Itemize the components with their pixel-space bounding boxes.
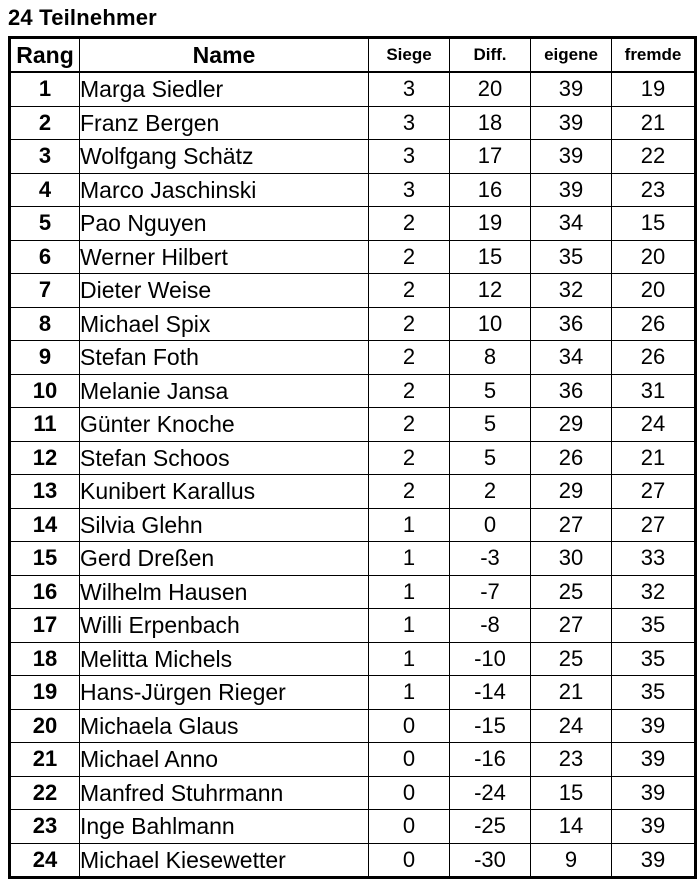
points-against-cell: 32	[612, 575, 696, 609]
points-own-cell: 25	[531, 575, 612, 609]
rank-cell: 23	[10, 810, 80, 844]
wins-cell: 3	[369, 173, 450, 207]
rank-cell: 22	[10, 776, 80, 810]
points-own-cell: 39	[531, 140, 612, 174]
table-row	[10, 140, 696, 174]
wins-cell: 2	[369, 441, 450, 475]
rank-cell: 1	[10, 72, 80, 106]
points-own-cell: 15	[531, 776, 612, 810]
difference-cell: -7	[450, 575, 531, 609]
rank-cell: 11	[10, 408, 80, 442]
player-name-cell: Werner Hilbert	[80, 240, 369, 274]
table-header	[10, 38, 696, 73]
points-own-cell: 35	[531, 240, 612, 274]
wins-cell: 2	[369, 374, 450, 408]
player-name-cell: Melitta Michels	[80, 642, 369, 676]
points-own-cell: 34	[531, 207, 612, 241]
points-against-cell: 39	[612, 810, 696, 844]
rank-cell: 2	[10, 106, 80, 140]
points-own-cell: 21	[531, 676, 612, 710]
wins-cell: 0	[369, 810, 450, 844]
wins-cell: 1	[369, 609, 450, 643]
player-name-cell: Dieter Weise	[80, 274, 369, 308]
points-own-cell: 26	[531, 441, 612, 475]
table-row	[10, 441, 696, 475]
points-against-cell: 19	[612, 72, 696, 106]
points-own-cell: 9	[531, 843, 612, 878]
table-row	[10, 106, 696, 140]
points-against-cell: 39	[612, 743, 696, 777]
rank-cell: 17	[10, 609, 80, 643]
page-title: 24 Teilnehmer	[8, 5, 157, 30]
difference-cell: 12	[450, 274, 531, 308]
table-row	[10, 173, 696, 207]
points-against-cell: 31	[612, 374, 696, 408]
points-own-cell: 24	[531, 709, 612, 743]
wins-cell: 3	[369, 140, 450, 174]
player-name-cell: Stefan Schoos	[80, 441, 369, 475]
rank-cell: 12	[10, 441, 80, 475]
points-against-cell: 15	[612, 207, 696, 241]
points-against-cell: 21	[612, 106, 696, 140]
wins-cell: 2	[369, 341, 450, 375]
wins-cell: 2	[369, 307, 450, 341]
table-body	[10, 72, 696, 878]
rank-cell: 6	[10, 240, 80, 274]
points-own-cell: 39	[531, 106, 612, 140]
difference-cell: 2	[450, 475, 531, 509]
points-against-cell: 22	[612, 140, 696, 174]
points-own-cell: 39	[531, 173, 612, 207]
table-row	[10, 508, 696, 542]
player-name-cell: Inge Bahlmann	[80, 810, 369, 844]
rank-cell: 24	[10, 843, 80, 878]
wins-cell: 1	[369, 542, 450, 576]
rank-cell: 5	[10, 207, 80, 241]
points-against-cell: 27	[612, 475, 696, 509]
points-against-cell: 26	[612, 307, 696, 341]
difference-cell: 8	[450, 341, 531, 375]
difference-cell: -8	[450, 609, 531, 643]
table-row	[10, 743, 696, 777]
points-against-cell: 26	[612, 341, 696, 375]
table-row	[10, 843, 696, 878]
column-header-diff: Diff.	[450, 38, 531, 73]
points-own-cell: 23	[531, 743, 612, 777]
difference-cell: -30	[450, 843, 531, 878]
points-own-cell: 27	[531, 609, 612, 643]
rank-cell: 10	[10, 374, 80, 408]
wins-cell: 1	[369, 575, 450, 609]
points-against-cell: 20	[612, 240, 696, 274]
points-own-cell: 34	[531, 341, 612, 375]
rank-cell: 8	[10, 307, 80, 341]
points-own-cell: 25	[531, 642, 612, 676]
difference-cell: -10	[450, 642, 531, 676]
difference-cell: 5	[450, 374, 531, 408]
wins-cell: 2	[369, 207, 450, 241]
points-against-cell: 20	[612, 274, 696, 308]
table-row	[10, 776, 696, 810]
wins-cell: 1	[369, 676, 450, 710]
table-row	[10, 810, 696, 844]
table-row	[10, 240, 696, 274]
difference-cell: 20	[450, 72, 531, 106]
player-name-cell: Manfred Stuhrmann	[80, 776, 369, 810]
player-name-cell: Wolfgang Schätz	[80, 140, 369, 174]
difference-cell: -25	[450, 810, 531, 844]
table-row	[10, 609, 696, 643]
wins-cell: 0	[369, 843, 450, 878]
difference-cell: 0	[450, 508, 531, 542]
wins-cell: 2	[369, 240, 450, 274]
table-row	[10, 374, 696, 408]
rank-cell: 21	[10, 743, 80, 777]
difference-cell: 10	[450, 307, 531, 341]
table-row	[10, 341, 696, 375]
player-name-cell: Hans-Jürgen Rieger	[80, 676, 369, 710]
rank-cell: 20	[10, 709, 80, 743]
wins-cell: 2	[369, 475, 450, 509]
rank-cell: 13	[10, 475, 80, 509]
table-row	[10, 72, 696, 106]
points-own-cell: 29	[531, 408, 612, 442]
points-against-cell: 24	[612, 408, 696, 442]
wins-cell: 3	[369, 106, 450, 140]
points-against-cell: 39	[612, 709, 696, 743]
table-row	[10, 475, 696, 509]
points-own-cell: 27	[531, 508, 612, 542]
rank-cell: 19	[10, 676, 80, 710]
points-against-cell: 27	[612, 508, 696, 542]
points-against-cell: 33	[612, 542, 696, 576]
table-row	[10, 274, 696, 308]
column-header-rang: Rang	[10, 38, 80, 73]
wins-cell: 3	[369, 72, 450, 106]
wins-cell: 2	[369, 408, 450, 442]
points-against-cell: 21	[612, 441, 696, 475]
wins-cell: 2	[369, 274, 450, 308]
table-row	[10, 676, 696, 710]
player-name-cell: Melanie Jansa	[80, 374, 369, 408]
points-own-cell: 29	[531, 475, 612, 509]
table-row	[10, 307, 696, 341]
points-own-cell: 32	[531, 274, 612, 308]
player-name-cell: Pao Nguyen	[80, 207, 369, 241]
table-row	[10, 575, 696, 609]
player-name-cell: Marga Siedler	[80, 72, 369, 106]
player-name-cell: Stefan Foth	[80, 341, 369, 375]
column-header-eigene: eigene	[531, 38, 612, 73]
player-name-cell: Gerd Dreßen	[80, 542, 369, 576]
table-row	[10, 709, 696, 743]
table-row	[10, 642, 696, 676]
rank-cell: 9	[10, 341, 80, 375]
player-name-cell: Silvia Glehn	[80, 508, 369, 542]
rank-cell: 15	[10, 542, 80, 576]
difference-cell: 19	[450, 207, 531, 241]
wins-cell: 1	[369, 642, 450, 676]
difference-cell: 16	[450, 173, 531, 207]
points-against-cell: 39	[612, 776, 696, 810]
rank-cell: 3	[10, 140, 80, 174]
column-header-name: Name	[80, 38, 369, 73]
points-own-cell: 39	[531, 72, 612, 106]
rank-cell: 4	[10, 173, 80, 207]
points-own-cell: 36	[531, 307, 612, 341]
difference-cell: 15	[450, 240, 531, 274]
wins-cell: 1	[369, 508, 450, 542]
player-name-cell: Kunibert Karallus	[80, 475, 369, 509]
results-table	[8, 36, 697, 879]
table-row	[10, 207, 696, 241]
difference-cell: 18	[450, 106, 531, 140]
player-name-cell: Michael Kiesewetter	[80, 843, 369, 878]
difference-cell: -24	[450, 776, 531, 810]
rank-cell: 14	[10, 508, 80, 542]
points-own-cell: 36	[531, 374, 612, 408]
rank-cell: 7	[10, 274, 80, 308]
wins-cell: 0	[369, 776, 450, 810]
player-name-cell: Franz Bergen	[80, 106, 369, 140]
column-header-siege: Siege	[369, 38, 450, 73]
table-row	[10, 408, 696, 442]
header-row	[10, 38, 696, 73]
player-name-cell: Wilhelm Hausen	[80, 575, 369, 609]
points-against-cell: 39	[612, 843, 696, 878]
player-name-cell: Willi Erpenbach	[80, 609, 369, 643]
difference-cell: -3	[450, 542, 531, 576]
points-against-cell: 35	[612, 609, 696, 643]
player-name-cell: Michael Spix	[80, 307, 369, 341]
table-row	[10, 542, 696, 576]
rank-cell: 16	[10, 575, 80, 609]
wins-cell: 0	[369, 709, 450, 743]
rank-cell: 18	[10, 642, 80, 676]
points-against-cell: 35	[612, 642, 696, 676]
points-own-cell: 30	[531, 542, 612, 576]
points-against-cell: 35	[612, 676, 696, 710]
column-header-fremde: fremde	[612, 38, 696, 73]
difference-cell: 17	[450, 140, 531, 174]
player-name-cell: Michael Anno	[80, 743, 369, 777]
player-name-cell: Marco Jaschinski	[80, 173, 369, 207]
difference-cell: 5	[450, 441, 531, 475]
difference-cell: -15	[450, 709, 531, 743]
player-name-cell: Günter Knoche	[80, 408, 369, 442]
difference-cell: -16	[450, 743, 531, 777]
points-against-cell: 23	[612, 173, 696, 207]
difference-cell: 5	[450, 408, 531, 442]
points-own-cell: 14	[531, 810, 612, 844]
difference-cell: -14	[450, 676, 531, 710]
player-name-cell: Michaela Glaus	[80, 709, 369, 743]
wins-cell: 0	[369, 743, 450, 777]
